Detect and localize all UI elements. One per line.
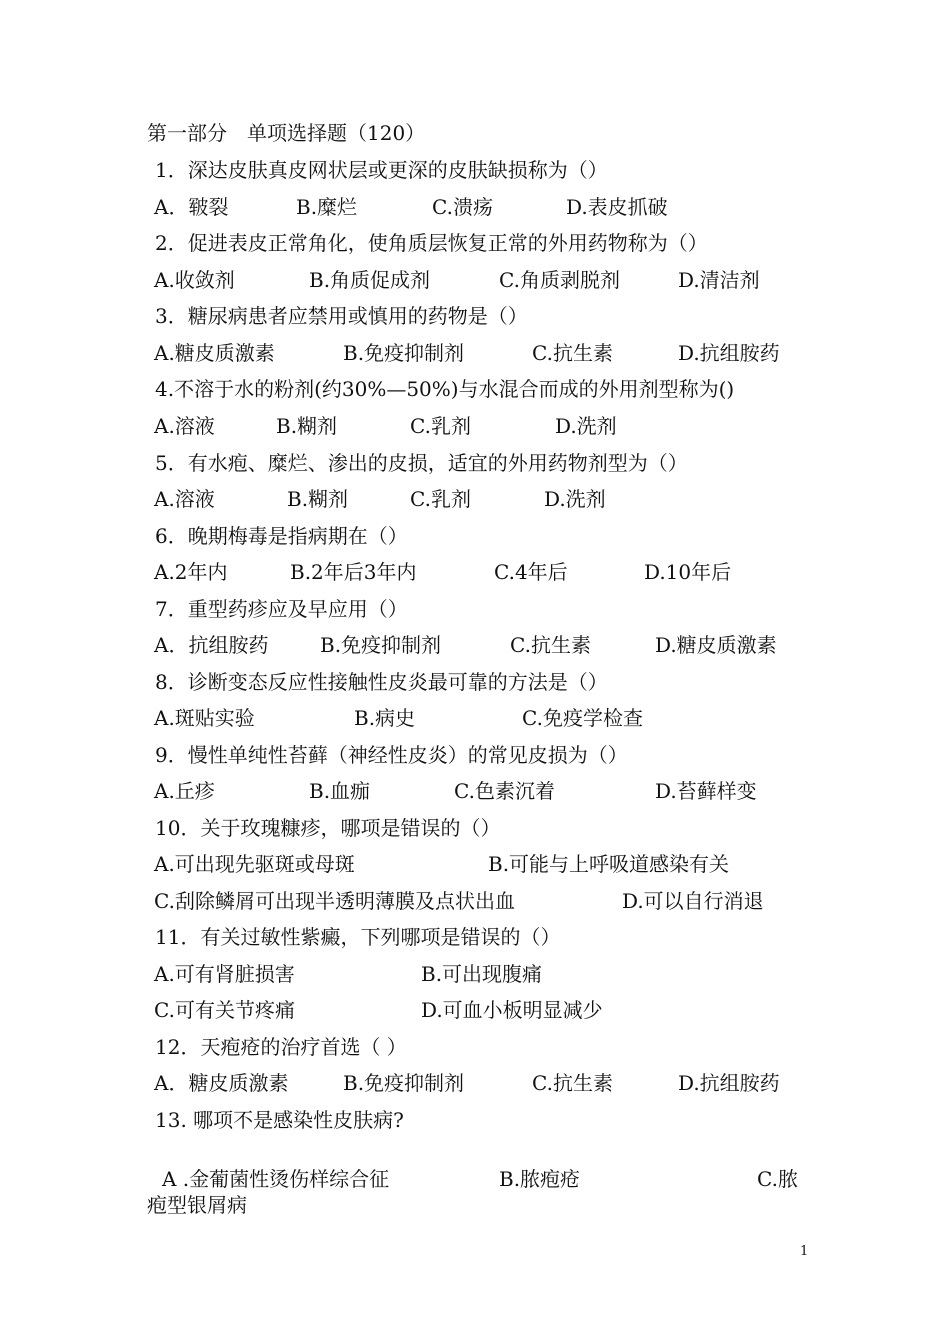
question-4-option-c: C.乳剂 (410, 414, 471, 438)
question-1-option-c: C.溃疡 (432, 195, 493, 219)
question-10-option-c: C.刮除鳞屑可出现半透明薄膜及点状出血 (154, 889, 515, 913)
question-5-stem: 5．有水疱、糜烂、渗出的皮损，适宜的外用药物剂型为（） (155, 451, 688, 475)
question-12-option-a: A．糖皮质激素 (154, 1071, 289, 1095)
question-6-option-a: A.2年内 (154, 560, 228, 584)
question-7-option-b: B.免疫抑制剂 (320, 633, 442, 657)
section-title: 第一部分 单项选择题（120） (147, 121, 426, 145)
question-5-option-d: D.洗剂 (544, 487, 606, 511)
question-11-stem: 11．有关过敏性紫癜，下列哪项是错误的（） (155, 925, 561, 949)
question-1-stem: 1．深达皮肤真皮网状层或更深的皮肤缺损称为（） (155, 158, 608, 182)
question-13-option-c-continued: 疱型银屑病 (147, 1193, 247, 1217)
question-4-stem: 4.不溶于水的粉剂(约30%—50%)与水混合而成的外用剂型称为() (155, 377, 735, 401)
question-1-option-a: A．皲裂 (154, 195, 229, 219)
question-10-stem: 10．关于玫瑰糠疹，哪项是错误的（） (155, 816, 501, 840)
question-7-stem: 7．重型药疹应及早应用（） (155, 597, 408, 621)
question-9-option-c: C.色素沉着 (454, 779, 555, 803)
question-6-option-d: D.10年后 (644, 560, 732, 584)
question-3-option-b: B.免疫抑制剂 (343, 341, 465, 365)
question-11-option-b: B.可出现腹痛 (421, 962, 543, 986)
question-8-option-a: A.斑贴实验 (154, 706, 255, 730)
question-8-stem: 8．诊断变态反应性接触性皮炎最可靠的方法是（） (155, 670, 608, 694)
question-6-option-b: B.2年后3年内 (290, 560, 417, 584)
question-12-option-d: D.抗组胺药 (678, 1071, 780, 1095)
question-3-option-d: D.抗组胺药 (678, 341, 780, 365)
question-8-option-c: C.免疫学检查 (522, 706, 643, 730)
question-12-option-c: C.抗生素 (532, 1071, 613, 1095)
question-2-option-a: A.收敛剂 (154, 268, 235, 292)
question-10-option-a: A.可出现先驱斑或母斑 (154, 852, 355, 876)
question-4-option-b: B.糊剂 (276, 414, 338, 438)
question-12-option-b: B.免疫抑制剂 (343, 1071, 465, 1095)
question-3-stem: 3．糖尿病患者应禁用或慎用的药物是（） (155, 304, 528, 328)
question-13-stem: 13. 哪项不是感染性皮肤病? (155, 1108, 404, 1132)
question-2-option-c: C.角质剥脱剂 (499, 268, 620, 292)
question-2-stem: 2．促进表皮正常角化，使角质层恢复正常的外用药物称为（） (155, 231, 708, 255)
question-6-stem: 6．晚期梅毒是指病期在（） (155, 524, 408, 548)
question-13-option-c: C.脓 (757, 1167, 798, 1191)
question-7-option-a: A．抗组胺药 (154, 633, 269, 657)
question-4-option-d: D.洗剂 (555, 414, 617, 438)
question-13-option-a: A .金葡菌性烫伤样综合征 (162, 1167, 390, 1191)
question-11-option-c: C.可有关节疼痛 (154, 998, 295, 1022)
question-2-option-b: B.角质促成剂 (309, 268, 431, 292)
question-11-option-a: A.可有肾脏损害 (154, 962, 295, 986)
question-5-option-b: B.糊剂 (287, 487, 349, 511)
question-12-stem: 12．天疱疮的治疗首选（ ） (155, 1035, 407, 1059)
question-13-option-b: B.脓疱疮 (499, 1167, 581, 1191)
question-2-option-d: D.清洁剂 (678, 268, 760, 292)
question-4-option-a: A.溶液 (154, 414, 215, 438)
question-5-option-a: A.溶液 (154, 487, 215, 511)
question-1-option-b: B.糜烂 (296, 195, 358, 219)
question-9-option-a: A.丘疹 (154, 779, 215, 803)
question-3-option-c: C.抗生素 (532, 341, 613, 365)
question-1-option-d: D.表皮抓破 (566, 195, 668, 219)
question-9-option-d: D.苔藓样变 (655, 779, 757, 803)
question-9-option-b: B.血痂 (309, 779, 371, 803)
question-9-stem: 9．慢性单纯性苔藓（神经性皮炎）的常见皮损为（） (155, 743, 628, 767)
question-6-option-c: C.4年后 (494, 560, 568, 584)
question-3-option-a: A.糖皮质激素 (154, 341, 275, 365)
page-number: 1 (800, 1244, 809, 1259)
question-10-option-d: D.可以自行消退 (622, 889, 764, 913)
question-5-option-c: C.乳剂 (410, 487, 471, 511)
question-10-option-b: B.可能与上呼吸道感染有关 (488, 852, 730, 876)
question-11-option-d: D.可血小板明显减少 (421, 998, 603, 1022)
question-7-option-d: D.糖皮质激素 (655, 633, 777, 657)
question-8-option-b: B.病史 (354, 706, 416, 730)
question-7-option-c: C.抗生素 (510, 633, 591, 657)
